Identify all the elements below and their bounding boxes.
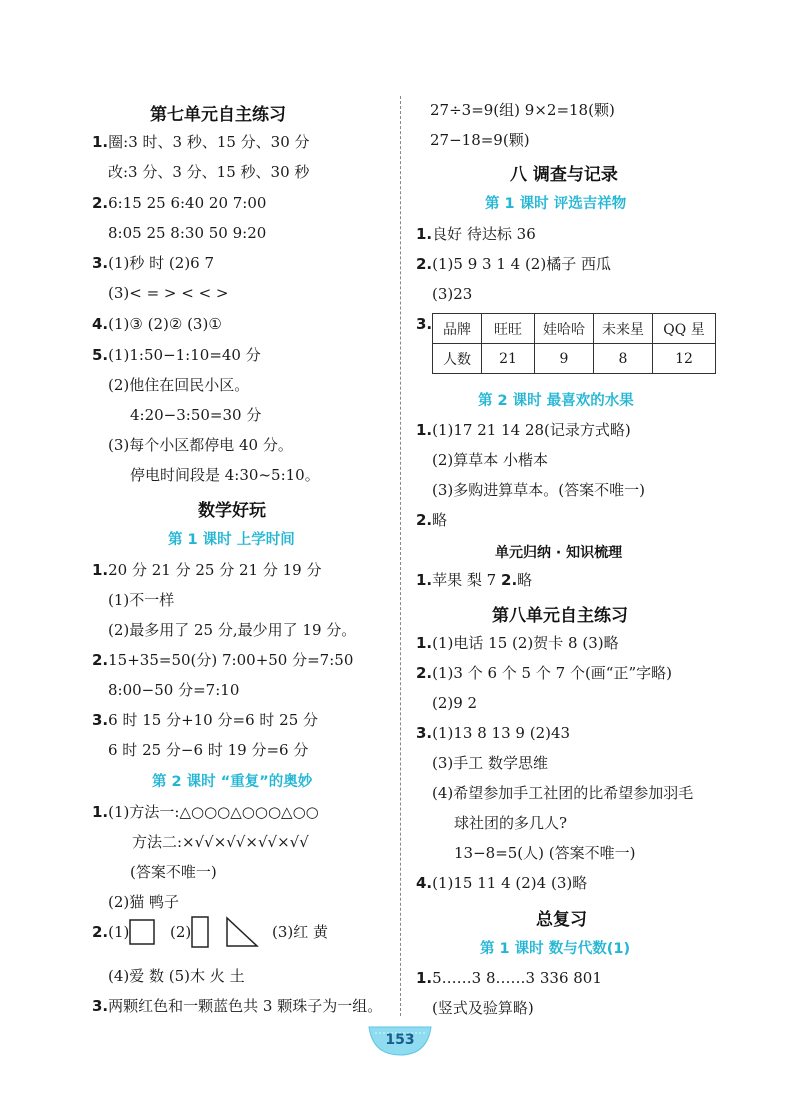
- answer-line: (2)最多用了 25 分,最少用了 19 分。: [108, 621, 357, 639]
- table-cell: 未来星: [594, 314, 653, 344]
- answer-line: (2): [170, 923, 192, 941]
- answer-line: (2)算草本 小楷本: [432, 451, 549, 469]
- answer-line: 8:00−50 分=7:10: [108, 681, 240, 699]
- answer-line: 方法二:×√√×√√×√√×√√: [132, 833, 309, 851]
- answer-line: 1.圈:3 时、3 秒、15 分、30 分: [92, 133, 310, 151]
- answer-line: 1.良好 待达标 36: [416, 225, 536, 243]
- answer-line: 3.(1)13 8 13 9 (2)43: [416, 724, 571, 742]
- page-number: 153: [385, 1032, 415, 1048]
- lesson1-title: 第 1 课时 上学时间: [168, 532, 295, 548]
- table-cell: 12: [653, 344, 716, 374]
- answer-line: 1.(1)方法一:△○○○△○○○△○○: [92, 803, 319, 821]
- chapter8-title: 八 调查与记录: [510, 165, 618, 185]
- answer-line: (2)猫 鸭子: [108, 893, 180, 911]
- answer-line: 2.15+35=50(分) 7:00+50 分=7:50: [92, 651, 354, 669]
- answer-line: (2)9 2: [432, 694, 478, 712]
- review-lesson-title: 第 1 课时 数与代数(1): [480, 941, 631, 957]
- answer-line: 2.略: [416, 511, 448, 529]
- answer-line: (答案不唯一): [130, 863, 217, 881]
- unit7-title: 第七单元自主练习: [150, 105, 286, 125]
- answer-line: 8:05 25 8:30 50 9:20: [108, 224, 267, 242]
- table-cell: 9: [535, 344, 594, 374]
- table-cell: 21: [482, 344, 535, 374]
- answer-line: 2.(1): [92, 923, 130, 941]
- answer-line: 3.(1)秒 时 (2)6 7: [92, 254, 215, 272]
- answer-line: (3)多购进算草本。(答案不唯一): [432, 481, 645, 499]
- summary-title: 单元归纳 · 知识梳理: [495, 545, 623, 561]
- answer-line: 2.6:15 25 6:40 20 7:00: [92, 194, 267, 212]
- table-row: [433, 314, 716, 344]
- answer-line: 13−8=5(人) (答案不唯一): [454, 844, 636, 862]
- answer-line: (3)每个小区都停电 40 分。: [108, 436, 293, 454]
- answer-line: 6 时 25 分−6 时 19 分=6 分: [108, 741, 309, 759]
- answer-line: 1.苹果 梨 7 2.略: [416, 571, 533, 589]
- answer-line: 3.两颗红色和一颗蓝色共 3 颗珠子为一组。: [92, 997, 383, 1015]
- answer-line: 27÷3=9(组) 9×2=18(颗): [430, 101, 615, 119]
- answer-line: (3)23: [432, 285, 473, 303]
- answer-line: 4:20−3:50=30 分: [130, 406, 262, 424]
- answer-line: (4)爱 数 (5)木 火 土: [108, 967, 245, 985]
- rectangle-shape: [190, 915, 210, 949]
- answer-line: (2)他住在回民小区。: [108, 376, 250, 394]
- answer-line: 4.(1)③ (2)② (3)①: [92, 315, 222, 333]
- answer-line: 5.(1)1:50−1:10=40 分: [92, 346, 261, 364]
- answer-line: 球社团的多几人?: [454, 814, 568, 832]
- lesson2-title: 第 2 课时 “重复”的奥妙: [152, 774, 313, 790]
- answer-line: (1)不一样: [108, 591, 175, 609]
- answer-line: 1.5……3 8……3 336 801: [416, 969, 602, 987]
- fun-math-title: 数学好玩: [198, 501, 266, 521]
- answer-line: 4.(1)15 11 4 (2)4 (3)略: [416, 874, 588, 892]
- unit8-title: 第八单元自主练习: [492, 606, 628, 626]
- review-title: 总复习: [536, 910, 587, 930]
- table-cell: 娃哈哈: [535, 314, 594, 344]
- answer-line: 2.(1)3 个 6 个 5 个 7 个(画“正”字略): [416, 664, 672, 682]
- answer-line: (4)希望参加手工社团的比希望参加羽毛: [432, 784, 694, 802]
- answer-line: (3)红 黄: [272, 923, 329, 941]
- lesson2-title: 第 2 课时 最喜欢的水果: [478, 393, 634, 409]
- answer-line: (3)< = > < < >: [108, 284, 229, 302]
- answer-line: 1.(1)电话 15 (2)贺卡 8 (3)略: [416, 634, 619, 652]
- table-cell: 旺旺: [482, 314, 535, 344]
- answer-line: (3)手工 数学思维: [432, 754, 549, 772]
- question-number: 3.: [416, 315, 433, 333]
- table-cell: 人数: [433, 344, 482, 374]
- answer-line: 改:3 分、3 分、15 秒、30 秒: [108, 163, 310, 181]
- answer-line: 停电时间段是 4:30~5:10。: [130, 466, 320, 484]
- answer-line: 3.6 时 15 分+10 分=6 时 25 分: [92, 711, 319, 729]
- table-cell: QQ 星: [653, 314, 716, 344]
- answer-line: 1.(1)17 21 14 28(记录方式略): [416, 421, 631, 439]
- table-cell: 8: [594, 344, 653, 374]
- table-cell: 品牌: [433, 314, 482, 344]
- answer-line: 27−18=9(颗): [430, 131, 530, 149]
- lesson1-title: 第 1 课时 评选吉祥物: [485, 196, 627, 212]
- answer-line: 1.20 分 21 分 25 分 21 分 19 分: [92, 561, 322, 579]
- answer-line: (竖式及验算略): [432, 999, 534, 1017]
- answer-line: 2.(1)5 9 3 1 4 (2)橘子 西瓜: [416, 255, 611, 273]
- square-shape: [128, 918, 156, 946]
- tally-table: [432, 313, 716, 374]
- column-divider: [400, 96, 401, 1016]
- table-row: [433, 344, 716, 374]
- right-triangle-shape: [224, 915, 260, 949]
